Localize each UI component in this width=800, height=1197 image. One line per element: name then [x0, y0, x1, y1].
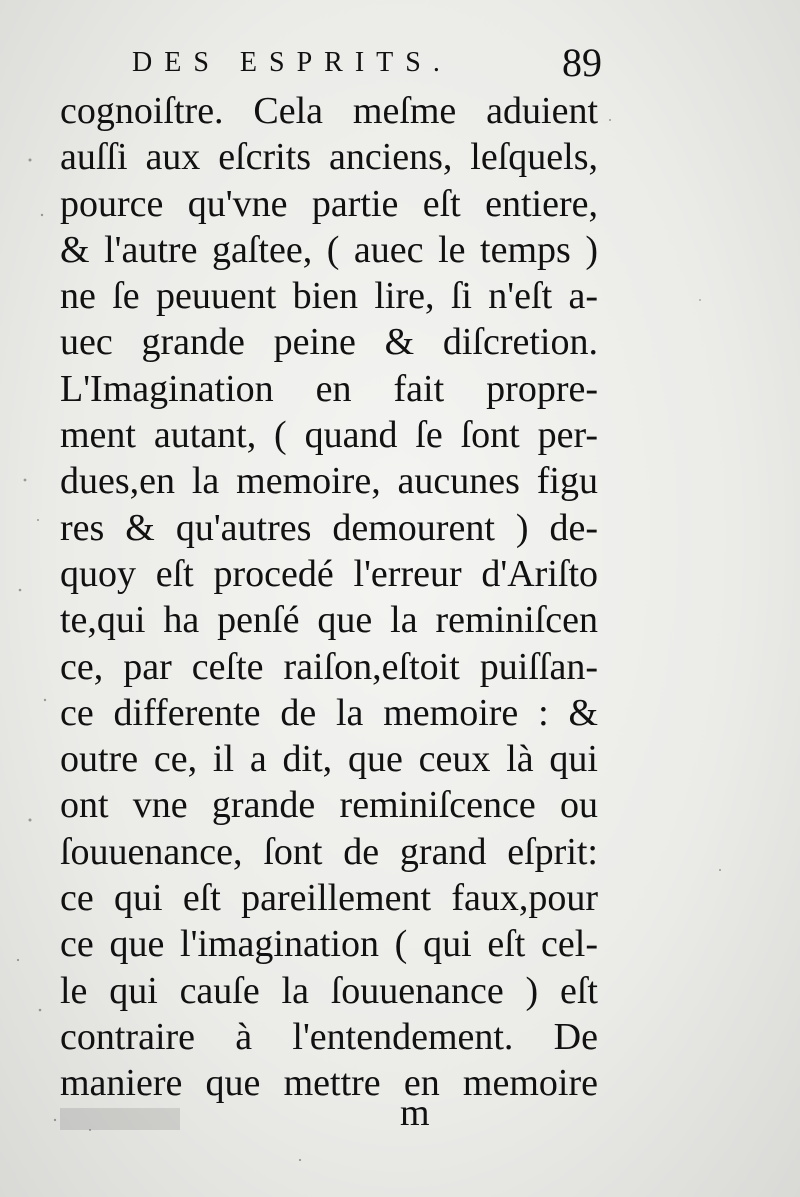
- text-line: & l'autre gaſtee, ( auec le temps ): [60, 228, 598, 271]
- text-line: quoy eſt procedé l'erreur d'Ariſto: [60, 552, 598, 595]
- text-line: contraire à l'entendement. De: [60, 1015, 598, 1058]
- text-line: cognoiſtre. Cela meſme aduient: [60, 90, 598, 132]
- text-line: pource qu'vne partie eſt entiere,: [60, 182, 598, 225]
- text-line: ment autant, ( quand ſe ſont per-: [60, 414, 598, 457]
- text-line: te,qui ha penſé que la reminiſcen: [60, 599, 598, 642]
- text-line: dues,en la memoire, aucunes figu: [60, 460, 598, 503]
- text-line: ce, par ceſte raiſon,eſtoit puiſſan-: [60, 645, 598, 688]
- text-line: auſſi aux eſcrits anciens, leſquels,: [60, 136, 598, 179]
- page-header: [62, 38, 602, 88]
- text-line: uec grande peine & diſcretion.: [60, 321, 598, 364]
- running-head: DES ESPRITS.: [132, 47, 452, 78]
- text-line: outre ce, il a dit, que ceux là qui: [60, 738, 598, 781]
- text-line: res & qu'autres demourent ) de-: [60, 506, 598, 549]
- text-line: ſouuenance, ſont de grand eſprit:: [60, 830, 598, 873]
- page-number: 89: [562, 40, 602, 85]
- text-line: maniere que mettre en memoire: [60, 1062, 598, 1105]
- text-line: L'Imagination en fait propre-: [60, 367, 598, 410]
- text-line: ce que l'imagination ( qui eſt cel-: [60, 923, 598, 966]
- body-text: [60, 88, 598, 1107]
- text-line: ce differente de la memoire : &: [60, 691, 598, 734]
- catchword: m: [400, 1092, 430, 1134]
- text-line: ont vne grande reminiſcence ou: [60, 784, 598, 827]
- text-line: le qui cauſe la ſouuenance ) eſt: [60, 969, 598, 1012]
- text-line: ne ſe peuuent bien lire, ſi n'eſt a-: [60, 275, 598, 318]
- text-line: ce qui eſt pareillement faux,pour: [60, 877, 598, 920]
